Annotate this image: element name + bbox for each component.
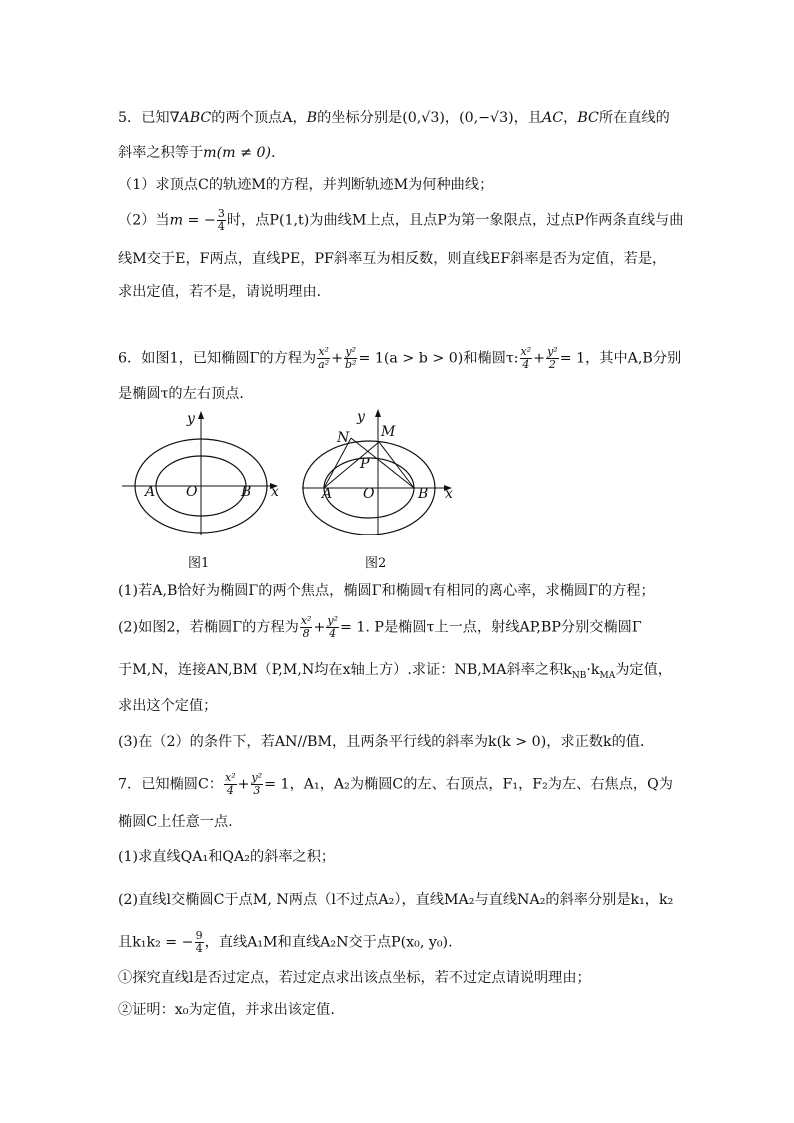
label-y: y xyxy=(357,409,365,425)
p7-q1: (1)求直线QA₁和QA₂的斜率之积； xyxy=(118,849,336,865)
label-P: P xyxy=(360,456,370,472)
text: = 1，其中A,B分别 xyxy=(559,350,682,367)
label-B: B xyxy=(418,486,429,502)
fraction xyxy=(195,930,204,955)
label-M: M xyxy=(381,424,396,440)
text: = 1，A₁，A₂为椭圆C的左、右顶点，F₁，F₂为左、右焦点，Q为 xyxy=(264,776,673,793)
p5-line-1 xyxy=(118,108,670,128)
p7-q2-line-2 xyxy=(118,930,453,955)
label-A: A xyxy=(322,486,333,502)
p6-q2-line-3: 求出这个定值； xyxy=(118,698,218,714)
fraction xyxy=(326,615,339,640)
p7-q2-line-1: (2)直线l交椭圆C于点M, N两点（l不过点A₂），直线MA₂与直线NA₂的斜率分别是k₁，k₂ xyxy=(118,892,674,908)
text: + xyxy=(237,776,250,793)
text: 于M,N，连接AN,BM（P,M,N均在x轴上方）.求证：NB,MA斜率之积k xyxy=(118,662,572,678)
y-axis-arrow-icon xyxy=(375,409,381,417)
figure-2-caption: 图2 xyxy=(365,556,387,571)
text: + xyxy=(331,350,344,367)
numerator: y² xyxy=(345,345,357,358)
p7-line-2: 椭圆C上任意一点. xyxy=(118,814,233,830)
p6-q2-line-2 xyxy=(118,660,672,686)
numerator: x² xyxy=(318,345,329,358)
text: 7．已知椭圆C： xyxy=(118,776,224,793)
numerator: x² xyxy=(520,345,532,358)
fraction xyxy=(217,208,226,233)
p5-q2-line-1 xyxy=(118,208,683,233)
subscript: MA xyxy=(599,670,616,681)
numerator: 3 xyxy=(217,207,225,220)
label-O: O xyxy=(363,486,375,502)
fraction xyxy=(546,346,559,371)
text: ， xyxy=(563,110,578,126)
text: + xyxy=(313,619,326,636)
fraction xyxy=(344,346,357,371)
denominator: a² xyxy=(318,358,330,371)
text: = 1. P是椭圆τ上一点，射线AP,BP分别交椭圆Γ xyxy=(339,619,642,636)
label-y: y xyxy=(187,411,195,427)
denominator: 2 xyxy=(548,358,556,371)
numerator: y² xyxy=(327,614,338,627)
p5-q1: （1）求顶点C的轨迹M的方程，并判断轨迹M为何种曲线； xyxy=(118,177,494,193)
p5-q2-line-2: 线M交于E，F两点，直线PE，PF斜率互为相反数，则直线EF斜率是否为定值，若是， xyxy=(118,251,667,267)
fraction xyxy=(300,615,313,640)
p7-sub-2: ②证明：x₀为定值，并求出该定值. xyxy=(118,1002,335,1018)
numerator: y² xyxy=(547,345,558,358)
fraction xyxy=(224,772,237,797)
fraction xyxy=(317,346,330,371)
denominator: 4 xyxy=(522,358,530,371)
denominator: 4 xyxy=(226,784,234,797)
p5-line-2 xyxy=(118,143,285,163)
p5-q2-line-3: 求出定值，若不是，请说明理由． xyxy=(118,284,331,300)
text: ，直线A₁M和直线A₂N交于点P(x₀, y₀). xyxy=(204,934,453,951)
figure-1-diagram xyxy=(120,410,290,535)
text: 且k₁k₂ = − xyxy=(118,934,194,951)
numerator: 9 xyxy=(195,929,203,942)
numerator: x² xyxy=(300,614,312,627)
p6-q2-line-1 xyxy=(118,615,642,640)
denominator: 3 xyxy=(253,784,261,797)
math: AC xyxy=(542,110,564,126)
p6-line-2: 是椭圆τ的左右顶点． xyxy=(118,386,254,402)
text: 的两个顶点A， xyxy=(211,110,307,126)
denominator: 4 xyxy=(329,627,337,640)
numerator: x² xyxy=(225,771,236,784)
math: m = − xyxy=(169,212,216,229)
label-x: x xyxy=(445,486,453,502)
label-O: O xyxy=(186,484,198,500)
text: ·k xyxy=(586,662,600,678)
text: 的坐标分别是(0,√3)，(0,−√3)，且 xyxy=(317,110,543,126)
denominator: 8 xyxy=(302,627,310,640)
y-axis-arrow-icon xyxy=(198,411,204,419)
math: m(m ≠ 0) xyxy=(203,145,272,161)
text: 5．已知 xyxy=(118,110,170,126)
text: + xyxy=(533,350,546,367)
denominator: b² xyxy=(345,358,357,371)
math: BC xyxy=(577,110,599,126)
p7-line-1 xyxy=(118,772,673,797)
fraction xyxy=(520,346,533,371)
text: 斜率之积等于 xyxy=(118,145,204,161)
denominator: 4 xyxy=(195,942,203,955)
denominator: 4 xyxy=(217,220,225,233)
text: 6．如图1，已知椭圆Γ的方程为 xyxy=(118,350,317,367)
text: (2)如图2，若椭圆Γ的方程为 xyxy=(118,619,299,636)
p6-q1: (1)若A,B恰好为椭圆Γ的两个焦点，椭圆Γ和椭圆τ有相同的离心率，求椭圆Γ的方程； xyxy=(118,583,655,599)
text: = 1(a > b > 0)和椭圆τ: xyxy=(358,350,519,367)
figure-2-diagram xyxy=(300,408,465,535)
p7-sub-1: ①探究直线l是否过定点，若过定点求出该点坐标，若不过定点请说明理由； xyxy=(118,970,591,986)
label-N: N xyxy=(337,430,350,446)
figure-1-caption: 图1 xyxy=(188,556,210,571)
text: ． xyxy=(271,145,286,161)
text: 时，点P(1,t)为曲线M上点，且点P为第一象限点，过点P作两条直线与曲 xyxy=(226,212,684,229)
label-x: x xyxy=(271,484,279,500)
text: 所在直线的 xyxy=(598,110,670,126)
math: ∇ABC xyxy=(169,110,212,126)
text: （2）当 xyxy=(118,212,170,229)
p6-line-1 xyxy=(118,346,681,371)
math: B xyxy=(306,110,318,126)
fraction xyxy=(251,772,264,797)
label-B: B xyxy=(241,484,252,500)
subscript: NB xyxy=(571,670,587,681)
p6-q3: (3)在（2）的条件下，若AN//BM，且两条平行线的斜率为k(k > 0)，求正数k的值． xyxy=(118,734,655,750)
text: 为定值， xyxy=(615,662,672,678)
numerator: y² xyxy=(251,771,263,784)
label-A: A xyxy=(145,484,156,500)
